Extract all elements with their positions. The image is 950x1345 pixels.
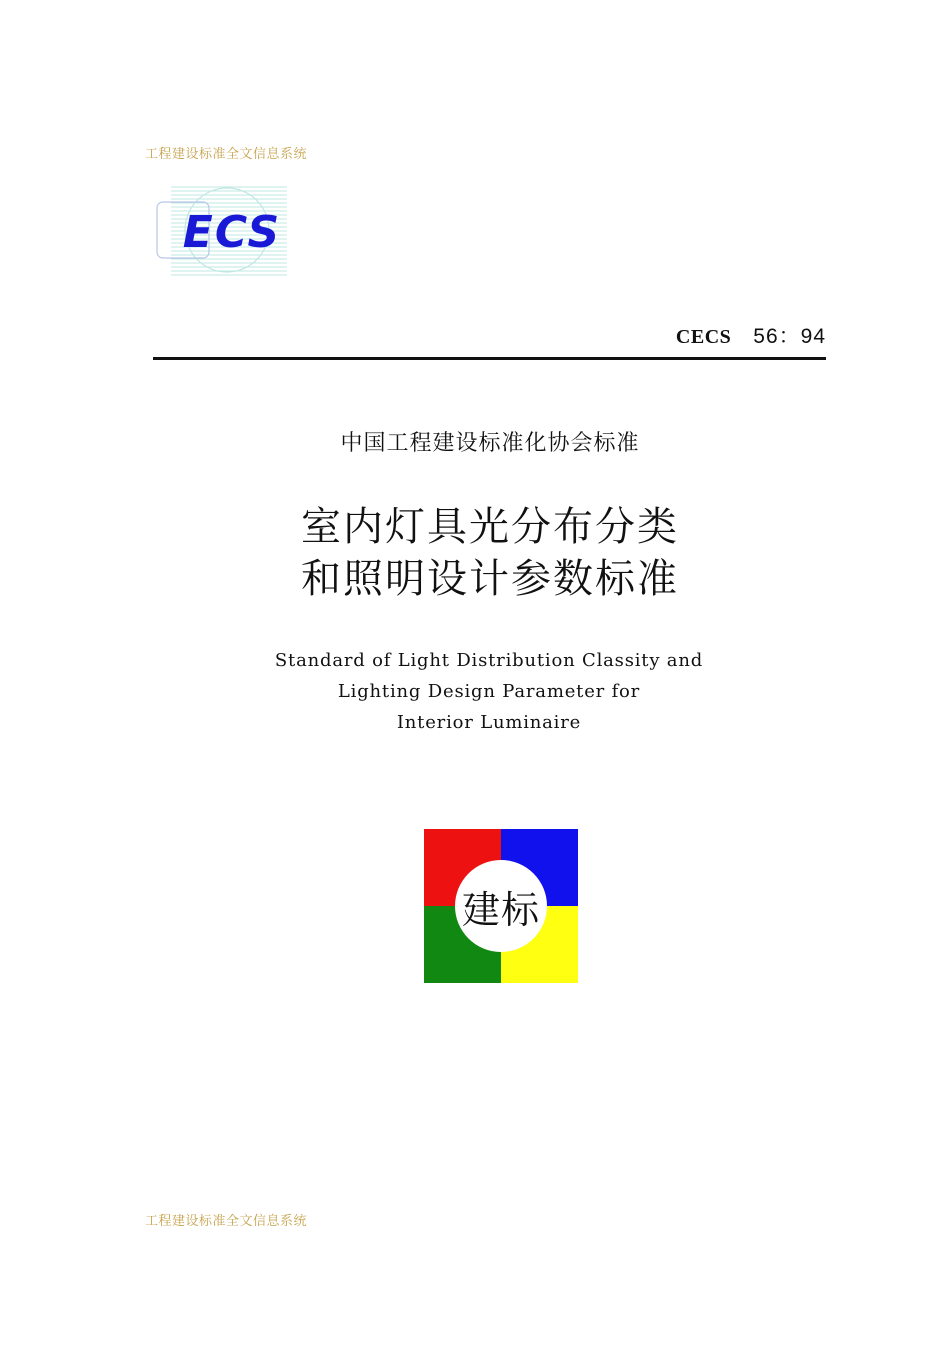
chinese-title-line-2: 和照明设计参数标准 bbox=[301, 556, 679, 602]
standard-prefix: CECS bbox=[675, 326, 732, 348]
ecs-logo-text: ECS bbox=[182, 207, 282, 258]
english-title-line-1: Standard of Light Distribution Classity and bbox=[274, 650, 704, 671]
english-title-line-3: Interior Luminaire bbox=[396, 712, 582, 733]
ecs-logo bbox=[155, 185, 310, 280]
logo-center-circle bbox=[455, 860, 547, 952]
association-name: 中国工程建设标准化协会标准 bbox=[340, 431, 640, 456]
watermark-bottom: 工程建设标准全文信息系统 bbox=[145, 1214, 308, 1229]
standard-number: 56：94 bbox=[753, 325, 826, 348]
publisher-logo-text: 建标 bbox=[461, 887, 540, 932]
header-rule bbox=[153, 357, 826, 360]
publisher-logo bbox=[424, 829, 578, 983]
standard-code bbox=[676, 320, 826, 350]
english-title-line-2: Lighting Design Parameter for bbox=[337, 681, 641, 702]
watermark-top: 工程建设标准全文信息系统 bbox=[145, 147, 308, 162]
chinese-title-line-1: 室内灯具光分布分类 bbox=[301, 504, 679, 550]
